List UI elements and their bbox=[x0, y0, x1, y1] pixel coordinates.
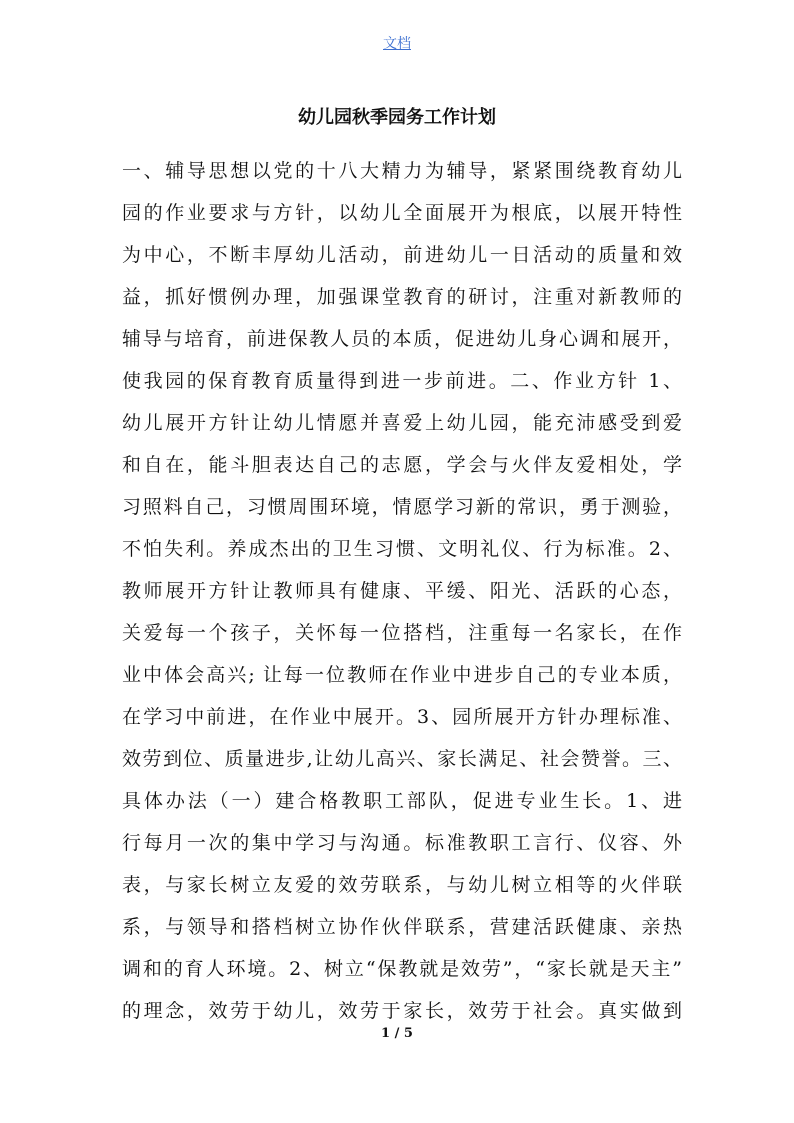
body-line: 在学习中前进，在作业中展开。3、园所展开方针办理标准、 bbox=[122, 706, 682, 728]
body-line: 使我园的保育教育质量得到进一步前进。二、作业方针 1、 bbox=[122, 370, 682, 392]
body-line: 关爱每一个孩子，关怀每一位搭档，注重每一名家长，在作 bbox=[122, 622, 682, 644]
body-line: 效劳到位、质量进步,让幼儿高兴、家长满足、社会赞誉。三、 bbox=[122, 748, 682, 770]
page-header bbox=[0, 34, 794, 54]
body-line: 表，与家长树立友爱的效劳联系，与幼儿树立相等的火伴联 bbox=[122, 874, 682, 896]
header-document-link[interactable]: 文档 bbox=[383, 36, 411, 52]
body-line: 一、辅导思想以党的十八大精力为辅导，紧紧围绕教育幼儿 bbox=[122, 160, 682, 182]
body-line: 调和的育人环境。2、树立“保教就是效劳”，“家长就是天主” bbox=[122, 958, 682, 980]
body-line: 具体办法（一）建合格教职工部队，促进专业生长。1、进 bbox=[122, 790, 682, 812]
body-line: 幼儿展开方针让幼儿情愿并喜爱上幼儿园，能充沛感受到爱 bbox=[122, 412, 682, 434]
body-line: 的理念，效劳于幼儿，效劳于家长，效劳于社会。真实做到 bbox=[122, 1000, 682, 1022]
page-number: 1 / 5 bbox=[381, 1026, 413, 1041]
body-line: 益，抓好惯例办理，加强课堂教育的研讨，注重对新教师的 bbox=[122, 286, 682, 308]
body-line: 和自在，能斗胆表达自己的志愿，学会与火伴友爱相处，学 bbox=[122, 454, 682, 476]
body-line: 园的作业要求与方针，以幼儿全面展开为根底，以展开特性 bbox=[122, 202, 682, 224]
body-line: 业中体会高兴; 让每一位教师在作业中进步自己的专业本质， bbox=[122, 664, 682, 686]
body-line: 不怕失利。养成杰出的卫生习惯、文明礼仪、行为标准。2、 bbox=[122, 538, 682, 560]
document-body bbox=[122, 150, 682, 1032]
body-line: 教师展开方针让教师具有健康、平缓、阳光、活跃的心态， bbox=[122, 580, 682, 602]
body-line: 为中心，不断丰厚幼儿活动，前进幼儿一日活动的质量和效 bbox=[122, 244, 682, 266]
body-line: 行每月一次的集中学习与沟通。标准教职工言行、仪容、外 bbox=[122, 832, 682, 854]
body-line: 系，与领导和搭档树立协作伙伴联系，营建活跃健康、亲热 bbox=[122, 916, 682, 938]
body-line: 辅导与培育，前进保教人员的本质，促进幼儿身心调和展开， bbox=[122, 328, 682, 350]
body-line: 习照料自己，习惯周围环境，情愿学习新的常识，勇于测验， bbox=[122, 496, 682, 518]
document-title: 幼儿园秋季园务工作计划 bbox=[298, 107, 496, 128]
